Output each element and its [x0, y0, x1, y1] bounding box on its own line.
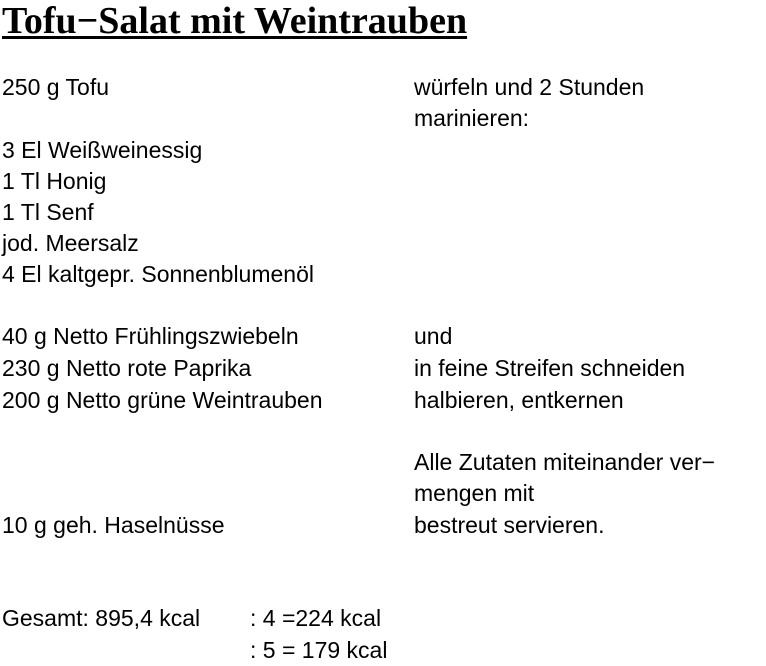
instruction-line: halbieren, entkernen — [414, 387, 624, 413]
recipe-title: Tofu−Salat mit Weintrauben — [2, 0, 468, 42]
ingredient-grapes: 200 g Netto grüne Weintrauben — [2, 387, 323, 413]
ingredient-vinegar: 3 El Weißweinessig — [2, 137, 203, 163]
ingredient-hazelnuts: 10 g geh. Haselnüsse — [2, 512, 225, 538]
ingredient-honey: 1 Tl Honig — [2, 168, 107, 194]
total-kcal: Gesamt: 895,4 kcal — [2, 605, 201, 631]
kcal-per-4: : 4 =224 kcal — [250, 605, 382, 631]
instruction-line: Alle Zutaten miteinander ver− — [414, 449, 716, 475]
ingredient-salt: jod. Meersalz — [2, 230, 139, 256]
ingredient-tofu: 250 g Tofu — [2, 74, 110, 100]
instruction-line: würfeln und 2 Stunden — [414, 74, 645, 100]
ingredient-spring-onions: 40 g Netto Frühlingszwiebeln — [2, 323, 299, 349]
ingredient-mustard: 1 Tl Senf — [2, 199, 94, 225]
instruction-line: marinieren: — [414, 105, 530, 131]
instruction-line: in feine Streifen schneiden — [414, 355, 686, 381]
instruction-line: mengen mit — [414, 480, 535, 506]
instruction-line: und — [414, 323, 453, 349]
kcal-per-5: : 5 = 179 kcal — [250, 637, 388, 663]
ingredient-red-pepper: 230 g Netto rote Paprika — [2, 355, 252, 381]
instruction-line: bestreut servieren. — [414, 512, 605, 538]
ingredient-oil: 4 El kaltgepr. Sonnenblumenöl — [2, 261, 314, 287]
